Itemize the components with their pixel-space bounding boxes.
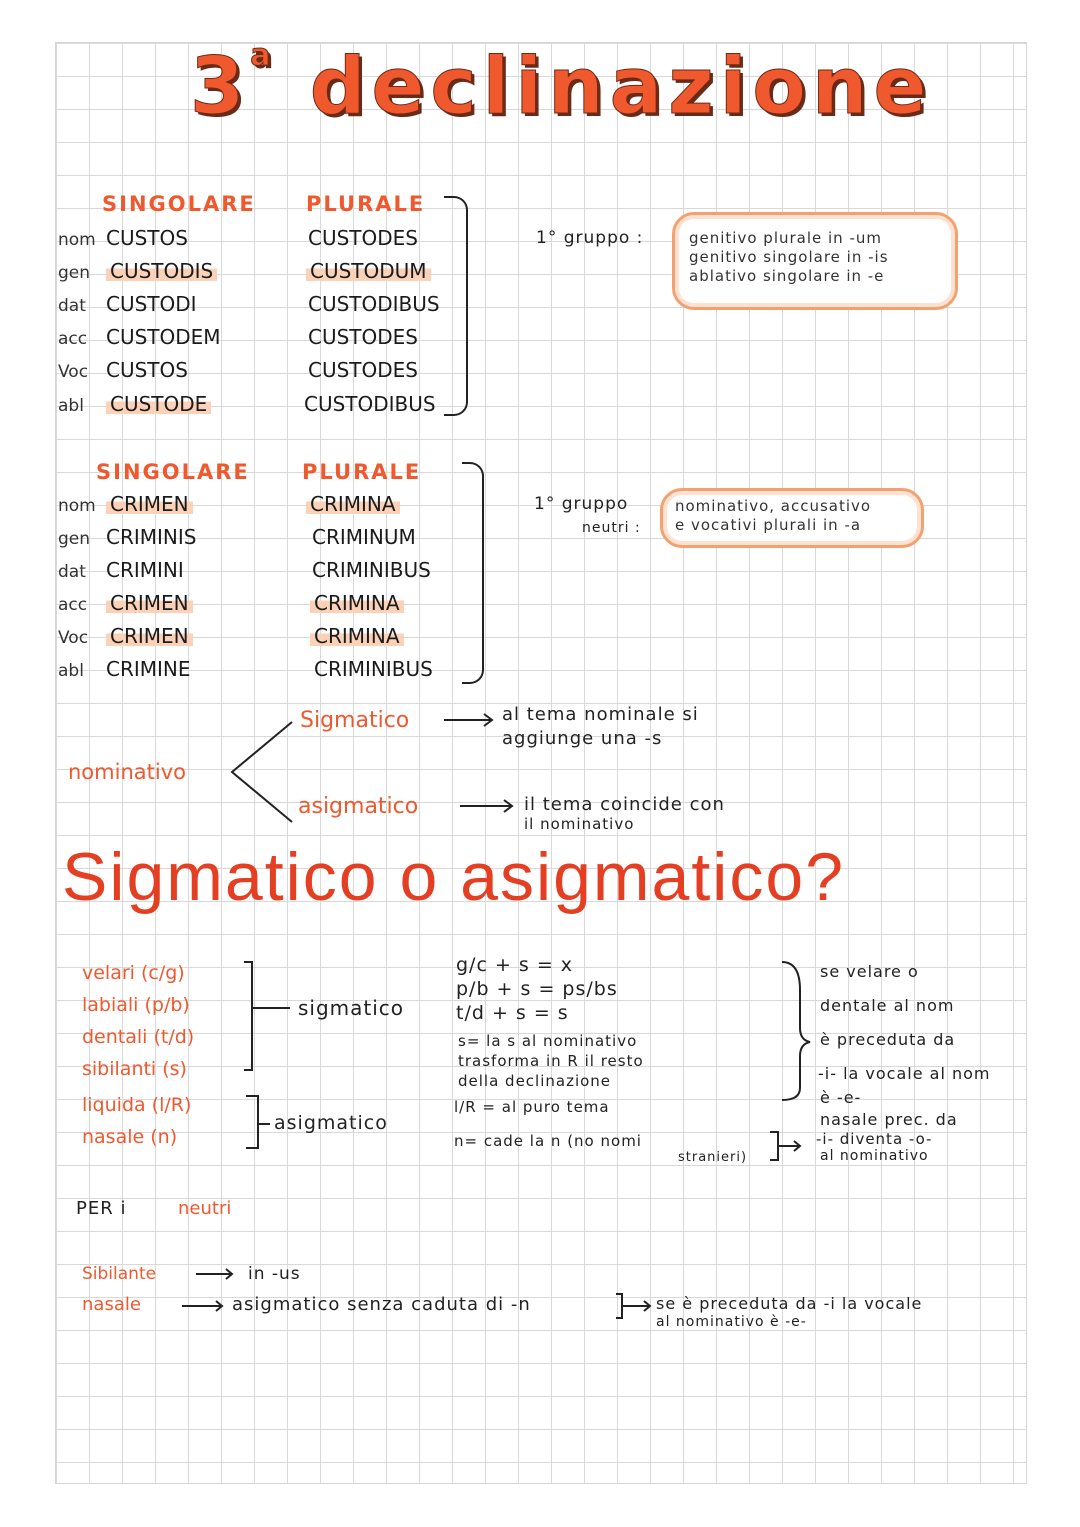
asigmatico-group-label: asigmatico	[274, 1112, 388, 1134]
rule-line: s= la s al nominativo	[458, 1032, 638, 1050]
table1-plural-heading: PLURALE	[306, 192, 426, 216]
side-note: -i- diventa -o-	[816, 1130, 933, 1148]
case-label: dat	[58, 562, 86, 582]
table2-plural-heading: PLURALE	[302, 460, 422, 484]
sibilante-label: Sibilante	[82, 1264, 157, 1284]
plural-form-text: CUSTODUM	[306, 259, 431, 283]
singular-form: CUSTODE	[106, 392, 211, 416]
plural-form: CRIMINIBUS	[312, 558, 431, 582]
class-item: dentali (t/d)	[82, 1026, 195, 1048]
plural-form: CUSTODES	[308, 325, 418, 349]
plural-form-text: CRIMINA	[306, 492, 400, 516]
case-label: acc	[58, 329, 88, 349]
singular-form: CRIMINI	[106, 558, 184, 582]
nasale-note: al nominativo è -e-	[656, 1314, 807, 1330]
class-item: sibilanti (s)	[82, 1058, 187, 1080]
asigmatico-desc: il nominativo	[524, 815, 635, 833]
singular-form: CUSTODI	[106, 292, 197, 316]
table2-singular-heading: SINGOLARE	[96, 460, 250, 484]
sigmatico-desc: aggiunge una -s	[502, 728, 663, 749]
rule-line: stranieri)	[678, 1150, 748, 1165]
cloud-line: genitivo plurale in -um	[689, 229, 882, 247]
sigmatico-label: Sigmatico	[300, 708, 410, 733]
side-note: è -e-	[820, 1088, 862, 1107]
singular-form: CUSTODIS	[106, 259, 217, 283]
plural-form: CRIMINUM	[312, 525, 416, 549]
cloud-line: nominativo, accusativo	[675, 497, 872, 515]
singular-form: CRIMEN	[106, 624, 193, 648]
table1-singular-heading: SINGOLARE	[102, 192, 256, 216]
case-label: Voc	[58, 362, 89, 382]
case-label: abl	[58, 661, 84, 681]
group2-label: 1° gruppo	[534, 494, 629, 514]
rule-line: t/d + s = s	[456, 1002, 569, 1024]
nasale-note: se è preceduta da -i la vocale	[656, 1294, 923, 1313]
case-label: acc	[58, 595, 88, 615]
plural-form-text: CRIMINA	[310, 591, 404, 615]
class-item: velari (c/g)	[82, 962, 185, 984]
singular-form: CUSTOS	[106, 358, 188, 382]
neutri-intro: PER i	[76, 1198, 127, 1219]
rule-line: trasforma in R il resto	[458, 1052, 644, 1070]
case-label: nom	[58, 496, 96, 516]
asigmatico-label: asigmatico	[298, 794, 419, 819]
side-note: dentale al nom	[820, 996, 955, 1015]
singular-form: CRIMEN	[106, 591, 193, 615]
cloud-line: genitivo singolare in -is	[689, 248, 889, 266]
title-number: 3	[190, 42, 251, 132]
plural-form: CUSTODES	[308, 226, 418, 250]
sigmatico-group-label: sigmatico	[298, 996, 405, 1020]
plural-form: CRIMINIBUS	[314, 657, 433, 681]
cloud-line: ablativo singolare in -e	[689, 267, 885, 285]
nominativo-label: nominativo	[68, 760, 186, 784]
singular-form: CUSTODEM	[106, 325, 221, 349]
side-note: è preceduta da	[820, 1030, 956, 1049]
rule-line: l/R = al puro tema	[454, 1098, 610, 1116]
cloud-line: e vocativi plurali in -a	[675, 516, 862, 534]
nasale-rule: asigmatico senza caduta di -n	[232, 1294, 531, 1315]
sigmatico-desc: al tema nominale si	[502, 704, 699, 725]
case-label: dat	[58, 296, 86, 316]
plural-form: CUSTODES	[308, 358, 418, 382]
rule-line: g/c + s = x	[456, 954, 574, 976]
case-label: nom	[58, 230, 96, 250]
rule-line: p/b + s = ps/bs	[456, 978, 618, 1000]
case-label: gen	[58, 263, 91, 283]
case-label: abl	[58, 396, 84, 416]
neutri-label: neutri	[178, 1198, 232, 1219]
side-note: se velare o	[820, 962, 919, 981]
class-item: labiali (p/b)	[82, 994, 190, 1016]
group1-label: 1° gruppo :	[536, 228, 644, 248]
plural-form-text: CRIMINA	[310, 624, 404, 648]
group2-label-neutri: neutri :	[582, 520, 641, 536]
plural-form: CUSTODIBUS	[308, 292, 440, 316]
title-ordinal: a	[250, 38, 277, 73]
class-item: liquida (l/R)	[82, 1094, 192, 1116]
rule-line: della declinazione	[458, 1072, 612, 1090]
case-label: Voc	[58, 628, 89, 648]
sibilante-rule: in -us	[248, 1264, 301, 1284]
side-note: al nominativo	[820, 1148, 929, 1164]
singular-form: CRIMEN	[106, 492, 193, 516]
plural-form: CUSTODIBUS	[304, 392, 436, 416]
title-word: declinazione	[309, 42, 933, 132]
rule-line: n= cade la n (no nomi	[454, 1132, 642, 1150]
case-label: gen	[58, 529, 91, 549]
class-item: nasale (n)	[82, 1126, 178, 1148]
asigmatico-desc: il tema coincide con	[524, 794, 725, 815]
section-heading: Sigmatico o asigmatico?	[62, 839, 846, 915]
singular-form: CRIMINE	[106, 657, 191, 681]
side-note: nasale prec. da	[820, 1110, 958, 1129]
nasale-label: nasale	[82, 1294, 141, 1315]
singular-form: CUSTOS	[106, 226, 188, 250]
singular-form: CRIMINIS	[106, 525, 197, 549]
side-note: -i- la vocale al nom	[818, 1064, 991, 1083]
